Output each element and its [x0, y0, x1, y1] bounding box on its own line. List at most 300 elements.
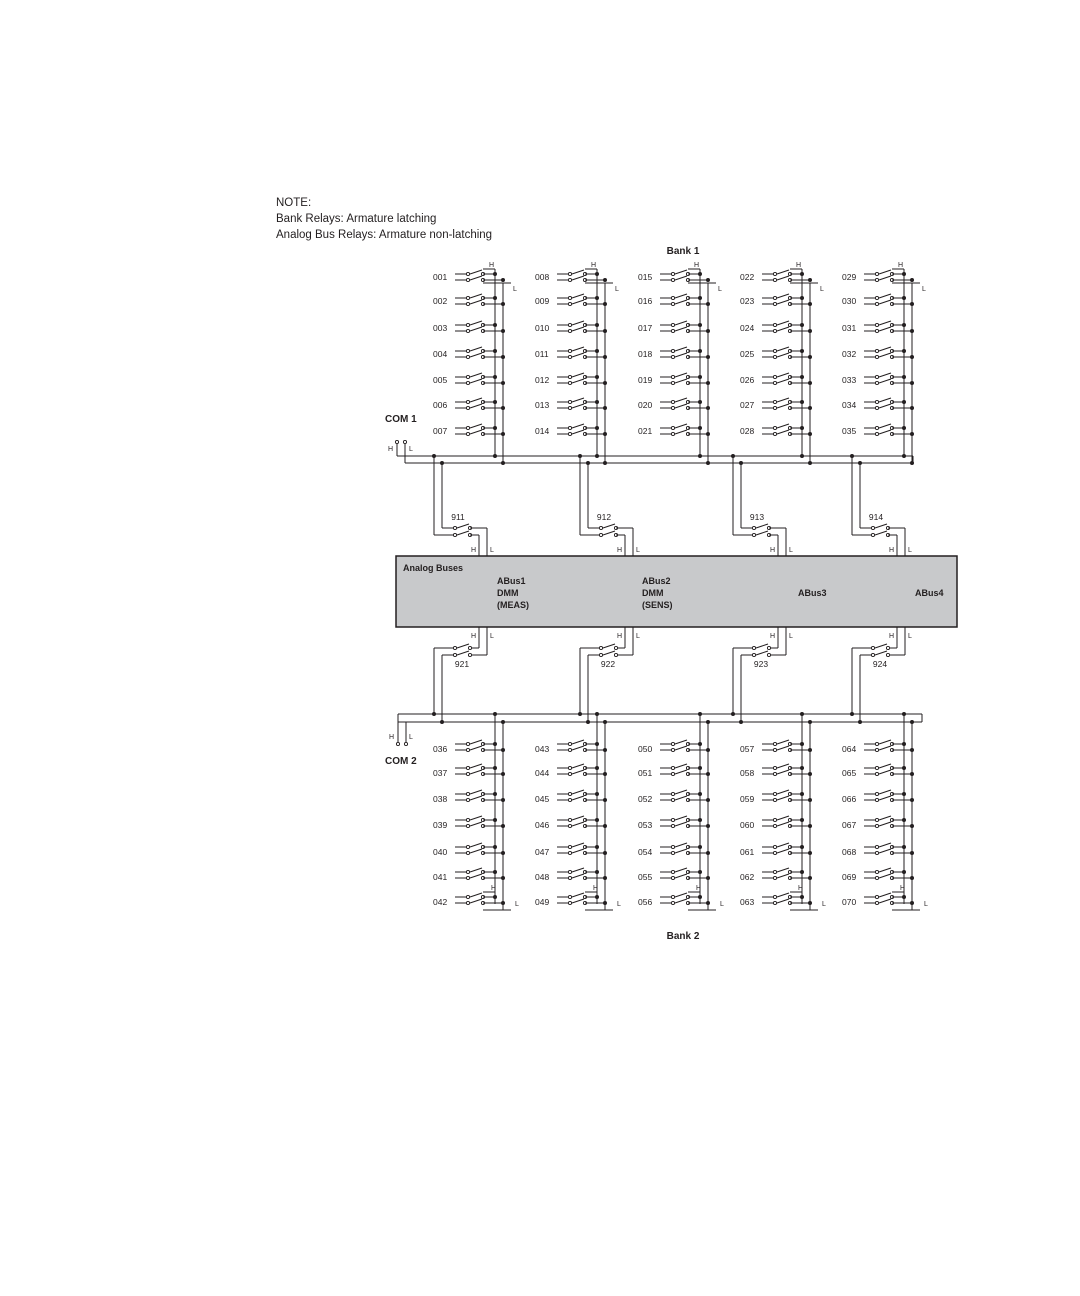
junction-dot — [808, 851, 812, 855]
wire — [675, 270, 687, 274]
contact — [568, 792, 571, 795]
wire — [777, 424, 789, 428]
relay-label: 911 — [451, 512, 465, 522]
contact — [395, 440, 398, 443]
junction-dot — [493, 845, 497, 849]
wire — [470, 849, 482, 853]
junction-dot — [902, 323, 906, 327]
wire — [879, 796, 891, 800]
h-label: H — [593, 885, 599, 892]
contact — [466, 323, 469, 326]
contact — [403, 440, 406, 443]
wire — [675, 843, 687, 847]
l-label: L — [718, 286, 722, 293]
contact — [453, 653, 456, 656]
contact — [466, 742, 469, 745]
wire — [470, 379, 482, 383]
relay-label: 060 — [740, 820, 755, 830]
junction-dot — [706, 772, 710, 776]
junction-dot — [800, 895, 804, 899]
wire — [470, 294, 482, 298]
junction-dot — [706, 798, 710, 802]
contact — [875, 406, 878, 409]
junction-dot — [595, 712, 599, 716]
contact — [875, 895, 878, 898]
contact — [466, 406, 469, 409]
contact — [568, 845, 571, 848]
junction-dot — [706, 302, 710, 306]
wire — [572, 843, 584, 847]
junction-dot — [501, 432, 505, 436]
relay-label: 001 — [433, 272, 448, 282]
wire — [675, 822, 687, 826]
h-label: H — [798, 885, 804, 892]
contact — [773, 851, 776, 854]
contact — [875, 296, 878, 299]
junction-dot — [698, 766, 702, 770]
contact — [568, 895, 571, 898]
l-label: L — [820, 286, 824, 293]
relay-label: 912 — [596, 512, 612, 522]
relay-label: 030 — [842, 296, 857, 306]
wire — [777, 874, 789, 878]
contact — [773, 381, 776, 384]
relay-label: 038 — [433, 794, 448, 804]
relay-label: 020 — [638, 400, 653, 410]
wire — [572, 764, 584, 768]
junction-dot — [706, 876, 710, 880]
junction-dot — [706, 851, 710, 855]
abus-line2: DMM — [642, 588, 664, 598]
contact — [875, 766, 878, 769]
junction-dot — [603, 798, 607, 802]
wire — [470, 764, 482, 768]
relay-label: 063 — [740, 897, 755, 907]
l-label: L — [490, 633, 494, 640]
contact — [466, 400, 469, 403]
contact — [568, 766, 571, 769]
relay-label: 028 — [740, 426, 755, 436]
contact — [773, 742, 776, 745]
relay-label: 023 — [740, 296, 755, 306]
wire — [777, 398, 789, 402]
l-label: L — [513, 286, 517, 293]
wire — [572, 321, 584, 325]
wire — [572, 300, 584, 304]
relay-label: 921 — [454, 659, 470, 669]
junction-dot — [493, 742, 497, 746]
h-label: H — [889, 547, 895, 554]
h-label: H — [617, 547, 623, 554]
wire — [875, 651, 887, 655]
wire — [777, 379, 789, 383]
contact — [466, 432, 469, 435]
h-label: H — [489, 262, 495, 269]
wire — [470, 796, 482, 800]
contact — [614, 653, 617, 656]
junction-dot — [800, 742, 804, 746]
junction-dot — [902, 766, 906, 770]
relay-label: 011 — [535, 349, 549, 359]
l-label: L — [789, 633, 793, 640]
junction-dot — [808, 876, 812, 880]
l-label: L — [924, 901, 928, 908]
junction-dot — [501, 851, 505, 855]
contact — [568, 296, 571, 299]
abus-name: ABus1 — [497, 576, 526, 586]
relay-label: 056 — [638, 897, 653, 907]
wire — [572, 816, 584, 820]
relay-label: 068 — [842, 847, 857, 857]
wire — [572, 424, 584, 428]
wire — [879, 790, 891, 794]
wire — [675, 373, 687, 377]
junction-dot — [902, 895, 906, 899]
contact — [466, 798, 469, 801]
junction-dot — [501, 772, 505, 776]
relay-label: 033 — [842, 375, 857, 385]
relay-label: 057 — [740, 744, 755, 754]
junction-dot — [501, 748, 505, 752]
l-label: L — [615, 286, 619, 293]
contact — [875, 824, 878, 827]
relay-label: 017 — [638, 323, 653, 333]
contact — [671, 895, 674, 898]
contact — [568, 851, 571, 854]
h-label: H — [617, 633, 623, 640]
contact — [875, 792, 878, 795]
wire — [675, 430, 687, 434]
l-label: L — [636, 633, 640, 640]
contact — [773, 329, 776, 332]
contact — [671, 876, 674, 879]
abus-name: ABus4 — [915, 588, 944, 598]
junction-dot — [808, 381, 812, 385]
wire — [675, 764, 687, 768]
wire — [675, 770, 687, 774]
wire — [879, 899, 891, 903]
contact — [599, 653, 602, 656]
relay-label: 007 — [433, 426, 448, 436]
wire — [572, 347, 584, 351]
com2-l: L — [409, 734, 413, 741]
h-label: H — [694, 262, 700, 269]
junction-dot — [808, 329, 812, 333]
junction-dot — [595, 818, 599, 822]
contact — [466, 375, 469, 378]
contact — [671, 748, 674, 751]
junction-dot — [910, 851, 914, 855]
wire — [675, 816, 687, 820]
contact — [568, 901, 571, 904]
junction-dot — [902, 426, 906, 430]
junction-dot — [493, 375, 497, 379]
wire — [572, 430, 584, 434]
relay-label: 003 — [433, 323, 448, 333]
contact — [875, 772, 878, 775]
contact — [466, 302, 469, 305]
contact — [875, 876, 878, 879]
wire — [470, 843, 482, 847]
contact — [568, 272, 571, 275]
contact — [773, 824, 776, 827]
wire — [572, 404, 584, 408]
wire — [675, 300, 687, 304]
contact — [773, 272, 776, 275]
junction-dot — [808, 720, 812, 724]
relay-label: 058 — [740, 768, 755, 778]
junction-dot — [493, 323, 497, 327]
junction-dot — [800, 426, 804, 430]
relay-label: 924 — [872, 659, 888, 669]
junction-dot — [501, 278, 505, 282]
analog-buses-label: Analog Buses — [403, 563, 464, 573]
junction-dot — [706, 824, 710, 828]
wire — [572, 353, 584, 357]
relay-label: 062 — [740, 872, 755, 882]
contact — [466, 792, 469, 795]
junction-dot — [910, 772, 914, 776]
note-bank-relays: Bank Relays: Armature latching — [276, 213, 437, 225]
junction-dot — [501, 876, 505, 880]
wire — [470, 404, 482, 408]
relay-label: 070 — [842, 897, 857, 907]
junction-dot — [706, 278, 710, 282]
contact — [671, 792, 674, 795]
wire — [777, 327, 789, 331]
junction-dot — [902, 845, 906, 849]
contact — [466, 845, 469, 848]
relay-label: 052 — [638, 794, 653, 804]
contact — [773, 349, 776, 352]
wire — [777, 373, 789, 377]
relay-label: 026 — [740, 375, 755, 385]
relay-label: 053 — [638, 820, 653, 830]
wire — [879, 874, 891, 878]
contact — [466, 278, 469, 281]
contact — [886, 646, 889, 649]
wire — [603, 531, 615, 535]
wire — [470, 300, 482, 304]
contact — [466, 329, 469, 332]
relay-label: 018 — [638, 349, 653, 359]
junction-dot — [501, 406, 505, 410]
wire — [879, 740, 891, 744]
com1-h: H — [388, 446, 394, 453]
contact — [875, 355, 878, 358]
relay-label: 914 — [868, 512, 884, 522]
junction-dot — [902, 400, 906, 404]
relay-label: 040 — [433, 847, 448, 857]
junction-dot — [902, 818, 906, 822]
junction-dot — [698, 792, 702, 796]
junction-dot — [910, 329, 914, 333]
junction-dot — [501, 329, 505, 333]
junction-dot — [603, 748, 607, 752]
abus-name: ABus2 — [642, 576, 671, 586]
contact — [671, 772, 674, 775]
junction-dot — [595, 426, 599, 430]
junction-dot — [698, 895, 702, 899]
relay-label: 059 — [740, 794, 755, 804]
relay-label: 002 — [433, 296, 448, 306]
contact — [773, 870, 776, 873]
contact — [875, 381, 878, 384]
relay-label: 021 — [638, 426, 653, 436]
wire — [777, 816, 789, 820]
relay-label: 913 — [749, 512, 765, 522]
wire — [777, 790, 789, 794]
relay-label: 034 — [842, 400, 857, 410]
wire — [572, 746, 584, 750]
wire — [603, 644, 615, 648]
h-label: H — [770, 633, 776, 640]
contact — [875, 329, 878, 332]
wire — [675, 746, 687, 750]
junction-dot — [910, 824, 914, 828]
contact — [466, 381, 469, 384]
contact — [614, 646, 617, 649]
wire — [470, 790, 482, 794]
wire — [777, 740, 789, 744]
junction-dot — [706, 329, 710, 333]
contact — [671, 845, 674, 848]
wire — [470, 874, 482, 878]
wire — [777, 849, 789, 853]
contact — [752, 646, 755, 649]
wire — [879, 849, 891, 853]
junction-dot — [595, 742, 599, 746]
junction-dot — [800, 845, 804, 849]
note-analog-bus-relays: Analog Bus Relays: Armature non-latching — [276, 229, 493, 241]
wire — [675, 321, 687, 325]
wire — [470, 740, 482, 744]
relay-label: 010 — [535, 323, 550, 333]
junction-dot — [493, 426, 497, 430]
relay-label: 051 — [638, 768, 653, 778]
contact — [671, 323, 674, 326]
junction-dot — [902, 349, 906, 353]
relay-label: 022 — [740, 272, 755, 282]
wire — [879, 353, 891, 357]
junction-dot — [910, 302, 914, 306]
contact — [671, 901, 674, 904]
junction-dot — [808, 798, 812, 802]
l-label: L — [515, 901, 519, 908]
contact — [773, 426, 776, 429]
contact — [466, 772, 469, 775]
wire — [879, 746, 891, 750]
contact — [466, 426, 469, 429]
relay-label: 065 — [842, 768, 857, 778]
contact — [568, 748, 571, 751]
wire — [457, 651, 469, 655]
contact — [875, 323, 878, 326]
relay-label: 041 — [433, 872, 448, 882]
contact — [871, 646, 874, 649]
contact — [466, 824, 469, 827]
junction-dot — [808, 748, 812, 752]
contact — [466, 895, 469, 898]
wire — [777, 899, 789, 903]
note-heading: NOTE: — [276, 197, 312, 209]
junction-dot — [808, 901, 812, 905]
wire — [675, 424, 687, 428]
l-label: L — [720, 901, 724, 908]
relay-label: 045 — [535, 794, 550, 804]
junction-dot — [603, 432, 607, 436]
contact — [568, 278, 571, 281]
junction-dot — [800, 272, 804, 276]
bank1-title: Bank 1 — [666, 246, 700, 257]
contact — [767, 653, 770, 656]
junction-dot — [698, 426, 702, 430]
contact — [453, 533, 456, 536]
wire — [572, 899, 584, 903]
wire — [470, 822, 482, 826]
junction-dot — [595, 766, 599, 770]
contact — [671, 349, 674, 352]
junction-dot — [603, 355, 607, 359]
junction-dot — [603, 851, 607, 855]
wire — [777, 276, 789, 280]
junction-dot — [902, 272, 906, 276]
contact — [871, 653, 874, 656]
contact — [568, 876, 571, 879]
wire — [777, 770, 789, 774]
junction-dot — [698, 818, 702, 822]
contact — [671, 742, 674, 745]
wire — [675, 849, 687, 853]
junction-dot — [698, 272, 702, 276]
junction-dot — [808, 355, 812, 359]
contact — [466, 766, 469, 769]
contact — [466, 876, 469, 879]
junction-dot — [501, 355, 505, 359]
junction-dot — [501, 798, 505, 802]
junction-dot — [910, 720, 914, 724]
wire — [572, 294, 584, 298]
wire — [572, 893, 584, 897]
wire — [675, 294, 687, 298]
contact — [568, 323, 571, 326]
wire — [879, 327, 891, 331]
wire — [470, 770, 482, 774]
contact — [773, 772, 776, 775]
contact — [875, 851, 878, 854]
contact — [453, 646, 456, 649]
contact — [568, 381, 571, 384]
junction-dot — [902, 870, 906, 874]
wire — [457, 644, 469, 648]
relay-label: 006 — [433, 400, 448, 410]
contact — [671, 302, 674, 305]
wire — [675, 790, 687, 794]
junction-dot — [698, 375, 702, 379]
wire — [879, 404, 891, 408]
junction-dot — [706, 432, 710, 436]
contact — [875, 742, 878, 745]
wire — [470, 430, 482, 434]
contact — [773, 355, 776, 358]
wire — [879, 294, 891, 298]
wire — [875, 524, 887, 528]
wire — [879, 347, 891, 351]
contact — [671, 824, 674, 827]
contact — [671, 870, 674, 873]
relay-label: 015 — [638, 272, 653, 282]
junction-dot — [698, 870, 702, 874]
